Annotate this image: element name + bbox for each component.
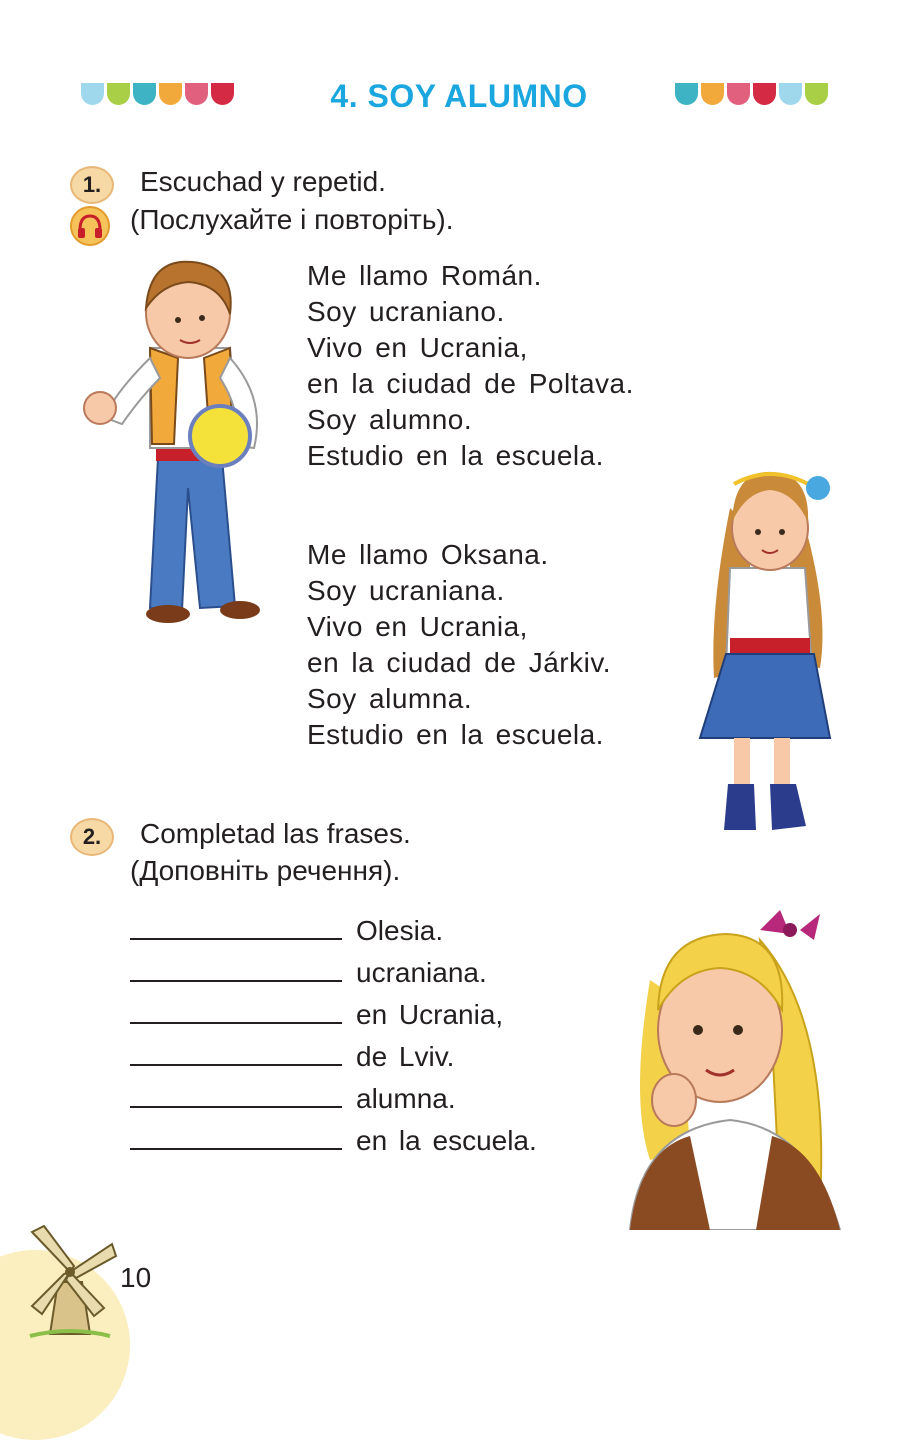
completion-ending: ucraniana. (356, 957, 487, 988)
girl-oksana-illustration (690, 448, 850, 848)
roman-line: en la ciudad de Poltava. (307, 368, 634, 399)
completion-row (130, 998, 503, 1031)
roman-line: Estudio en la escuela. (307, 440, 604, 471)
exercise-1-translation: (Послухайте і повторіть). (130, 204, 454, 235)
completion-row (130, 1124, 537, 1157)
completion-row (130, 956, 487, 989)
answer-blank[interactable] (130, 914, 342, 940)
roman-line: Vivo en Ucrania, (307, 332, 528, 363)
exercise-1-number: 1. (70, 166, 114, 204)
answer-blank[interactable] (130, 956, 342, 982)
completion-row (130, 1040, 454, 1073)
oksana-line: Me llamo Oksana. (307, 539, 549, 570)
girl-olesia-illustration (610, 900, 855, 1230)
completion-row (130, 914, 443, 947)
boy-roman-illustration (70, 248, 290, 638)
roman-line: Soy alumno. (307, 404, 473, 435)
roman-text (307, 258, 634, 474)
answer-blank[interactable] (130, 1082, 342, 1108)
completion-ending: en la escuela. (356, 1125, 537, 1156)
roman-line: Soy ucraniano. (307, 296, 505, 327)
oksana-line: Soy ucraniana. (307, 575, 505, 606)
exercise-2-number: 2. (70, 818, 114, 856)
completion-ending: alumna. (356, 1083, 456, 1114)
page-number: 10 (120, 1262, 152, 1293)
oksana-line: en la ciudad de Járkiv. (307, 647, 612, 678)
completion-row (130, 1082, 456, 1115)
completion-ending: Olesia. (356, 915, 444, 946)
answer-blank[interactable] (130, 998, 342, 1024)
exercise-2-instruction: Completad las frases. (140, 818, 411, 849)
oksana-text (307, 537, 611, 753)
roman-line: Me llamo Román. (307, 260, 542, 291)
completion-ending: de Lviv. (356, 1041, 455, 1072)
exercise-1-instruction: Escuchad y repetid. (140, 166, 386, 197)
page-title: 4. SOY ALUMNO (330, 78, 588, 114)
answer-blank[interactable] (130, 1124, 342, 1150)
headphones-icon[interactable] (70, 206, 110, 246)
oksana-line: Soy alumna. (307, 683, 473, 714)
oksana-line: Estudio en la escuela. (307, 719, 604, 750)
oksana-line: Vivo en Ucrania, (307, 611, 528, 642)
windmill-icon (20, 1222, 120, 1340)
exercise-2-translation: (Доповніть речення). (130, 855, 401, 886)
answer-blank[interactable] (130, 1040, 342, 1066)
completion-ending: en Ucrania, (356, 999, 504, 1030)
